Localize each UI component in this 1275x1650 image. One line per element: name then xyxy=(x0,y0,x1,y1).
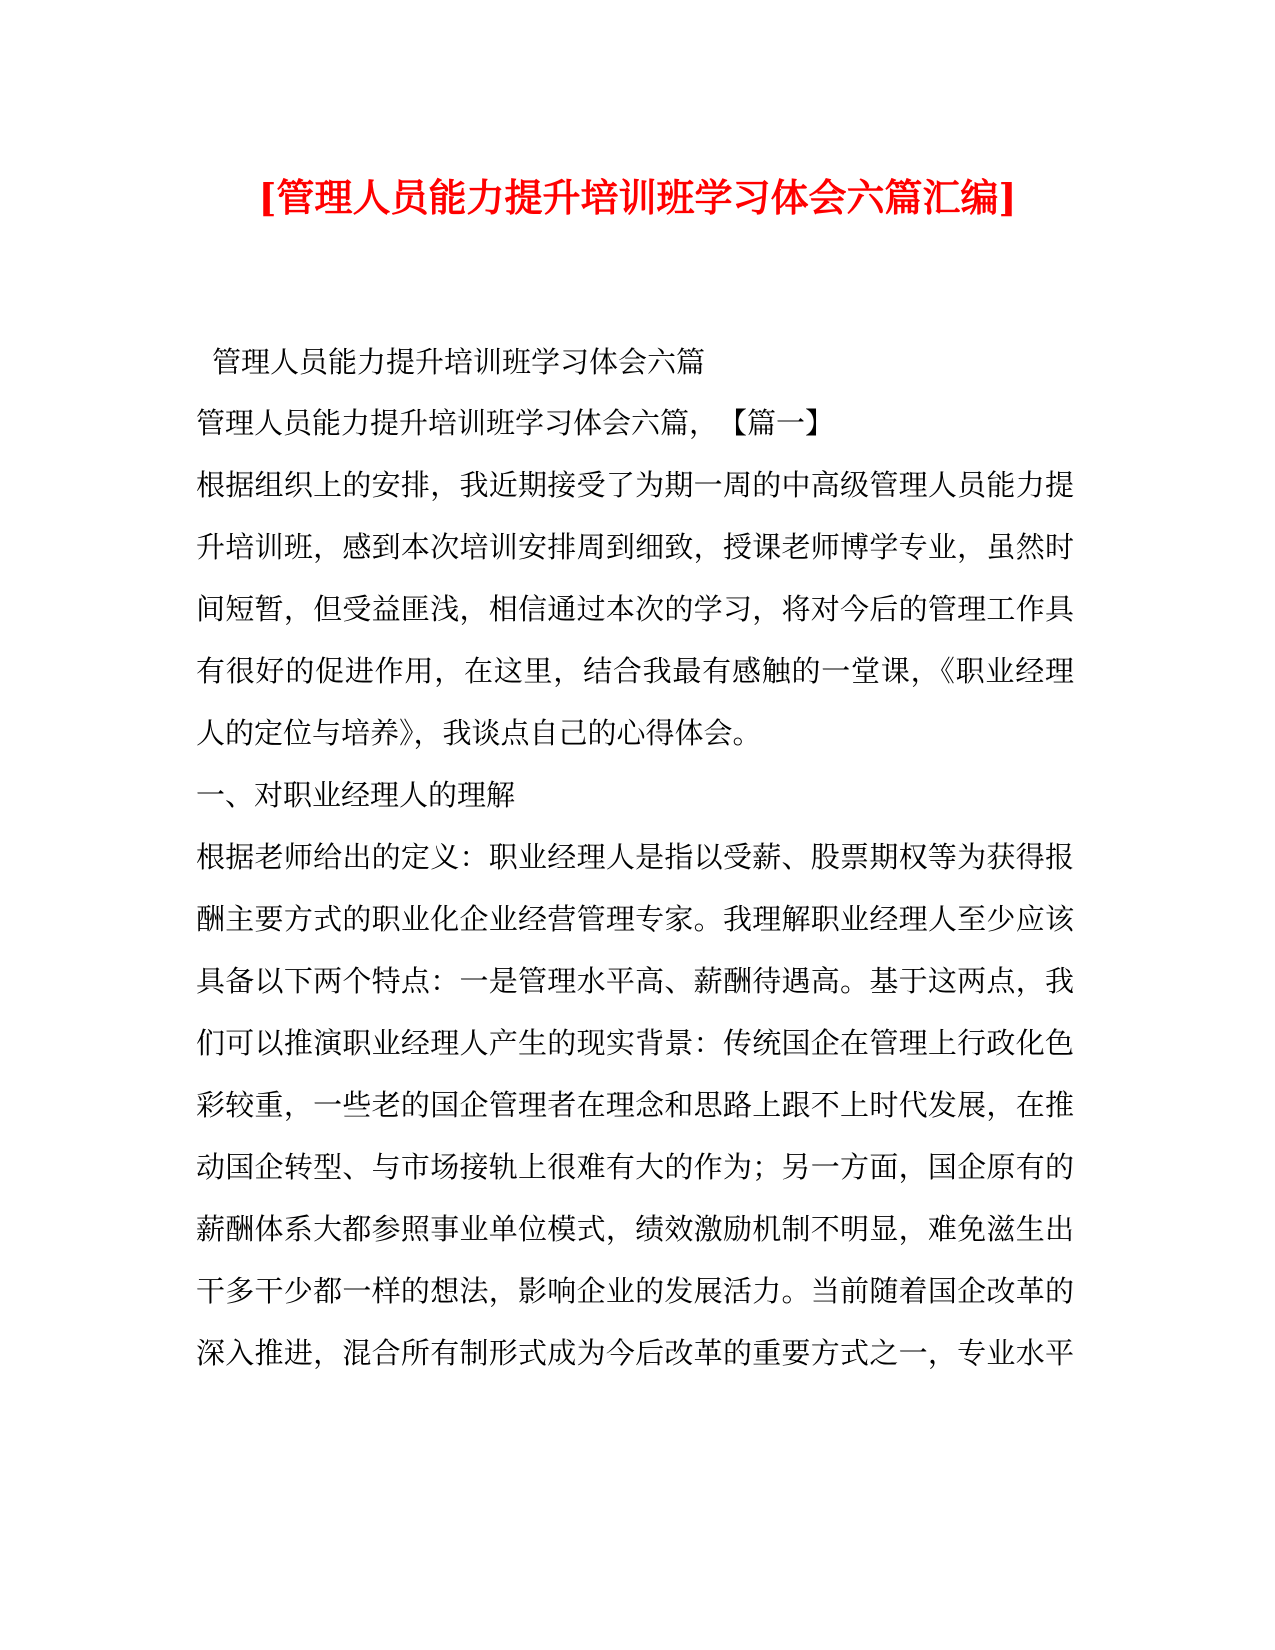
body-line: 人的定位与培养》，我谈点自己的心得体会。 xyxy=(196,716,762,750)
document-subtitle: 管理人员能力提升培训班学习体会六篇 xyxy=(212,345,706,379)
section-intro: 管理人员能力提升培训班学习体会六篇， 【篇一】 xyxy=(196,406,835,440)
body-line: 间短暂，但受益匪浅，相信通过本次的学习，将对今后的管理工作具 xyxy=(196,592,1074,626)
body-line: 升培训班，感到本次培训安排周到细致，授课老师博学专业，虽然时 xyxy=(196,530,1074,564)
body-line: 彩较重，一些老的国企管理者在理念和思路上跟不上时代发展，在推 xyxy=(196,1088,1074,1122)
body-line: 有很好的促进作用，在这里，结合我最有感触的一堂课，《职业经理 xyxy=(196,654,1074,688)
body-line: 根据组织上的安排，我近期接受了为期一周的中高级管理人员能力提 xyxy=(196,468,1074,502)
body-line: 动国企转型、与市场接轨上很难有大的作为；另一方面，国企原有的 xyxy=(196,1150,1074,1184)
document-title: [管理人员能力提升培训班学习体会六篇汇编] xyxy=(258,175,1017,220)
body-line: 酬主要方式的职业化企业经营管理专家。我理解职业经理人至少应该 xyxy=(196,902,1074,936)
body-line: 干多干少都一样的想法，影响企业的发展活力。当前随着国企改革的 xyxy=(196,1274,1074,1308)
body-line: 深入推进，混合所有制形式成为今后改革的重要方式之一，专业水平 xyxy=(196,1336,1074,1370)
body-line: 们可以推演职业经理人产生的现实背景：传统国企在管理上行政化色 xyxy=(196,1026,1074,1060)
body-line: 根据老师给出的定义：职业经理人是指以受薪、股票期权等为获得报 xyxy=(196,840,1074,874)
section-heading: 一、对职业经理人的理解 xyxy=(196,778,516,812)
body-line: 薪酬体系大都参照事业单位模式，绩效激励机制不明显，难免滋生出 xyxy=(196,1212,1074,1246)
body-line: 具备以下两个特点：一是管理水平高、薪酬待遇高。基于这两点，我 xyxy=(196,964,1074,998)
